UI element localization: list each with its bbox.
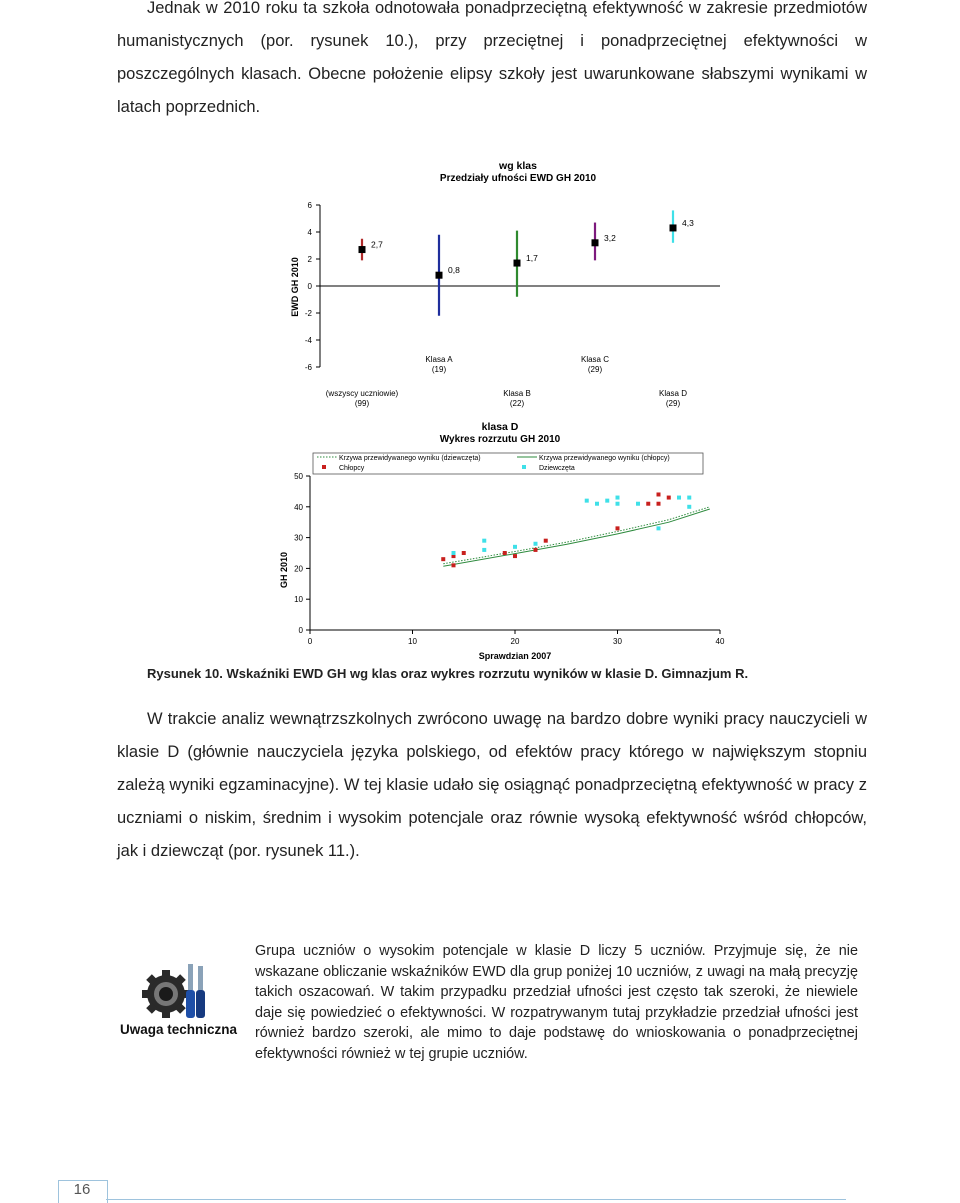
chart1-subtitle: Przedziały ufności EWD GH 2010 <box>439 173 597 184</box>
chart2-point-boys <box>452 563 456 567</box>
note-text: Grupa uczniów o wysokim potencjale w klasie D liczy 5 uczniów. Przyjmuje się, że nie wskazane obliczanie wskaźników EWD dla grup poniżej 10 uczniów, z uwagi na małą precyzję takich oszacowań. W takim przypadku przedział ufności jest często tak szeroki, że niewiele daje się powiedzieć o efektywności. W rozpatrywanym tutaj przykładzie przedział ufności jest również bardzo szeroki, ale mimo to daje podstawę do wnioskowania o ponadprzeciętnej efektywności również w tej grupie uczniów. <box>255 943 858 1062</box>
chart2-boys-curve <box>443 509 710 566</box>
chart2-ytick-label: 50 <box>294 472 303 481</box>
chart1-category-label: (wszyscy uczniowie) <box>325 389 399 398</box>
chart2-point-boys <box>646 502 650 506</box>
figure-caption: Rysunek 10. Wskaźniki EWD GH wg klas oraz wykres rozrzutu wyników w klasie D. Gimnazjum R. <box>147 666 749 681</box>
chart1-point <box>359 246 366 253</box>
chart1-value-label: 2,7 <box>371 239 383 250</box>
chart2-girls-curve <box>443 507 710 564</box>
chart1-ytick-label: 6 <box>307 201 312 210</box>
chart2-point-girls <box>677 496 681 500</box>
chart1-ylabel: EWD GH 2010 <box>290 257 300 317</box>
intro-paragraph <box>117 0 867 124</box>
footer-rule <box>106 1199 846 1200</box>
chart2-point-boys <box>544 539 548 543</box>
chart2-point-girls <box>687 496 691 500</box>
chart2-point-girls <box>616 496 620 500</box>
chart2-legend-label: Krzywa przewidywanego wyniku (dziewczęta) <box>339 455 481 462</box>
gear-screwdriver-icon <box>142 962 208 1022</box>
chart2-xtick-label: 20 <box>510 637 520 646</box>
chart2-point-boys <box>657 502 661 506</box>
chart2-point-girls <box>636 502 640 506</box>
chart1-value-label: 4,3 <box>682 217 694 228</box>
chart1-ytick-label: -4 <box>304 336 312 345</box>
chart2-legend-marker <box>522 465 526 469</box>
chart1-ytick-label: 4 <box>307 228 312 237</box>
chart1-value-label: 1,7 <box>526 253 538 264</box>
chart1-category-label: Klasa C <box>580 355 610 364</box>
chart2-ytick-label: 20 <box>294 564 303 574</box>
chart2-ytick-label: 10 <box>294 595 303 605</box>
chart2-point-boys <box>503 551 507 555</box>
chart1-ytick-label: -6 <box>304 363 312 372</box>
chart2-point-girls <box>534 542 538 546</box>
chart1-point <box>670 224 677 231</box>
chart2-xlabel: Sprawdzian 2007 <box>478 651 552 661</box>
chart2-ylabel: GH 2010 <box>279 551 289 589</box>
chart1-ytick-label: -2 <box>304 309 312 318</box>
chart2-legend-label: Krzywa przewidywanego wyniku (chłopcy) <box>539 455 670 462</box>
chart2-point-boys <box>441 557 445 561</box>
chart1-category-label: Klasa B <box>503 389 531 398</box>
chart1-category-count: (29) <box>665 399 681 408</box>
chart2-xtick-label: 40 <box>715 637 725 646</box>
chart1-category-label: Klasa D <box>658 389 688 398</box>
class-d-scatter-chart <box>270 418 740 663</box>
chart2-ytick-label: 40 <box>294 502 303 512</box>
chart1-value-label: 0,8 <box>448 265 460 276</box>
chart1-category-label: Klasa A <box>425 355 453 364</box>
chart2-point-girls <box>595 502 599 506</box>
chart1-ytick-label: 0 <box>307 282 312 291</box>
chart2-point-boys <box>616 526 620 530</box>
chart2-point-girls <box>482 548 486 552</box>
intro-paragraph-text: Jednak w 2010 roku ta szkoła odnotowała ponadprzeciętną efektywność w zakresie przedmiotów humanistycznych (por. rysunek 10.), przy przeciętnej i ponadprzeciętnej efektywności w poszczególnych klasach. Obecne położenie elipsy szkoły jest uwarunkowane słabszymi wynikami w latach poprzednich. <box>117 0 867 116</box>
chart1-ytick-label: 2 <box>307 255 312 264</box>
note-label: Uwaga techniczna <box>120 1022 238 1037</box>
chart1-title: wg klas <box>499 160 537 172</box>
ewd-class-chart <box>270 155 740 415</box>
chart2-legend-label: Dziewczęta <box>539 465 575 472</box>
chart2-point-girls <box>585 499 589 503</box>
chart2-ytick-label: 30 <box>294 533 303 543</box>
chart1-value-label: 3,2 <box>604 232 616 243</box>
chart2-point-girls <box>605 499 609 503</box>
chart2-legend-label: Chłopcy <box>339 465 365 472</box>
chart2-point-boys <box>667 496 671 500</box>
chart2-xtick-label: 30 <box>613 637 622 646</box>
analysis-paragraph-text: W trakcie analiz wewnątrzszkolnych zwrócono uwagę na bardzo dobre wyniki pracy nauczycieli w klasie D (głównie nauczyciela języka polskiego, od efektów pracy którego w największym stopniu zależą wyniki egzaminacyjne). W tej klasie udało się osiągnąć ponadprzeciętną efektywność w pracy z uczniami o niskim, średnim i wysokim potencjale oraz równie wysoką efektywność wśród chłopców, jak i dziewcząt (por. rysunek 11.). <box>117 710 867 860</box>
chart2-point-girls <box>513 545 517 549</box>
chart2-xtick-label: 0 <box>307 637 313 646</box>
chart2-xtick-label: 10 <box>408 637 417 646</box>
chart2-point-boys <box>513 554 517 558</box>
page-number: 16 <box>73 1181 91 1198</box>
chart1-category-count: (29) <box>587 365 603 374</box>
chart2-point-girls <box>482 539 486 543</box>
chart2-point-girls <box>616 502 620 506</box>
chart1-category-count: (19) <box>431 365 447 374</box>
chart1-category-count: (99) <box>354 399 370 408</box>
chart2-ytick-label: 0 <box>298 626 303 635</box>
chart1-point <box>514 260 521 267</box>
chart2-legend-marker <box>322 465 326 469</box>
chart2-point-boys <box>462 551 466 555</box>
chart2-point-girls <box>687 505 691 509</box>
chart2-point-boys <box>657 492 661 496</box>
chart2-subtitle: Wykres rozrzutu GH 2010 <box>439 434 561 445</box>
chart2-point-girls <box>452 551 456 555</box>
chart1-category-count: (22) <box>509 399 525 408</box>
chart2-point-girls <box>657 526 661 530</box>
chart1-point <box>592 239 599 246</box>
analysis-paragraph <box>117 703 867 868</box>
chart1-point <box>436 272 443 279</box>
chart2-title: klasa D <box>481 421 519 433</box>
chart2-point-boys <box>534 548 538 552</box>
